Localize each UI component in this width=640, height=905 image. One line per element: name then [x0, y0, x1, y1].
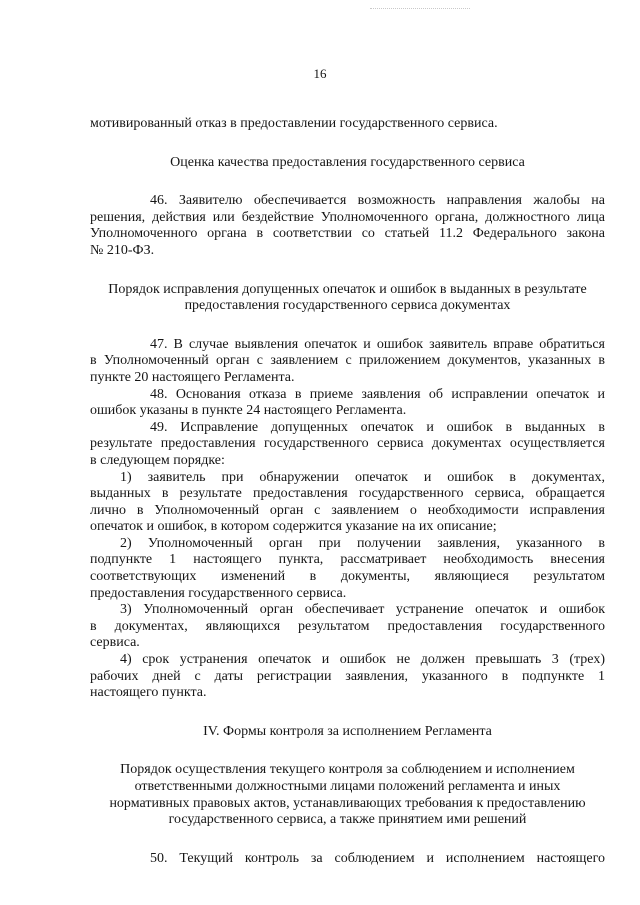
subitem-4: 4) срок устранения опечаток и ошибок не должен превышать 3 (трех) рабочих дней с даты регистрации заявления, указанного в подпункте 1 настоящего пункта.	[90, 652, 605, 701]
heading-section-4: IV. Формы контроля за исполнением Регламента	[203, 723, 492, 739]
subitem-2: 2) Уполномоченный орган при получении заявления, указанного в подпункте 1 настоящего пункта, рассматривает необходимость внесения соответствующих изменений в документы, являющиеся результатом предоставления государственного сервиса.	[90, 535, 605, 601]
heading-quality: Оценка качества предоставления государственного сервиса	[170, 154, 525, 170]
intro-line: мотивированный отказ в предоставлении государственного сервиса.	[90, 116, 498, 131]
subitem-3: 3) Уполномоченный орган обеспечивает устранение опечаток и ошибок в документах, являющихся результатом предоставления государственного сервиса.	[90, 602, 605, 651]
paragraph-48: 48. Основания отказа в приеме заявления об исправлении опечаток и ошибок указаны в пункте 24 настоящего Регламента.	[90, 386, 605, 419]
heading-errors: Порядок исправления допущенных опечаток и ошибок в выданных в результате предоставления государственного сервиса документах	[108, 281, 587, 314]
page-content	[90, 116, 605, 867]
paragraph-46: 46. Заявителю обеспечивается возможность направления жалобы на решения, действия или бездействие Уполномоченного органа, должностного лица Уполномоченного органа в соответствии со статьей 11.2 Федерального закона № 210-ФЗ.	[90, 193, 605, 258]
page-number: 16	[313, 66, 327, 81]
paragraph-50: 50. Текущий контроль за соблюдением и исполнением настоящего	[150, 850, 605, 866]
subitem-1: 1) заявитель при обнаружении опечаток и ошибок в документах, выданных в результате предоставления государственного сервиса, обращается лично в Уполномоченный орган с заявлением о необходимости исправления опечаток и ошибок, в котором содержится указание на их описание;	[90, 469, 605, 535]
scan-artifact	[370, 8, 470, 10]
paragraph-47: 47. В случае выявления опечаток и ошибок заявитель вправе обратиться в Уполномоченный орган с заявлением с приложением документов, указанных в пункте 20 настоящего Регламента.	[90, 336, 605, 385]
heading-control: Порядок осуществления текущего контроля за соблюдением и исполнением ответственными должностными лицами положений регламента и иных нормативных правовых актов, устанавливающих требования к предоставлению государственного сервиса, а также принятием ими решений	[109, 762, 586, 828]
paragraph-49: 49. Исправление допущенных опечаток и ошибок в выданных в результате предоставления государственного сервиса документах осуществляется в следующем порядке:	[90, 419, 605, 468]
